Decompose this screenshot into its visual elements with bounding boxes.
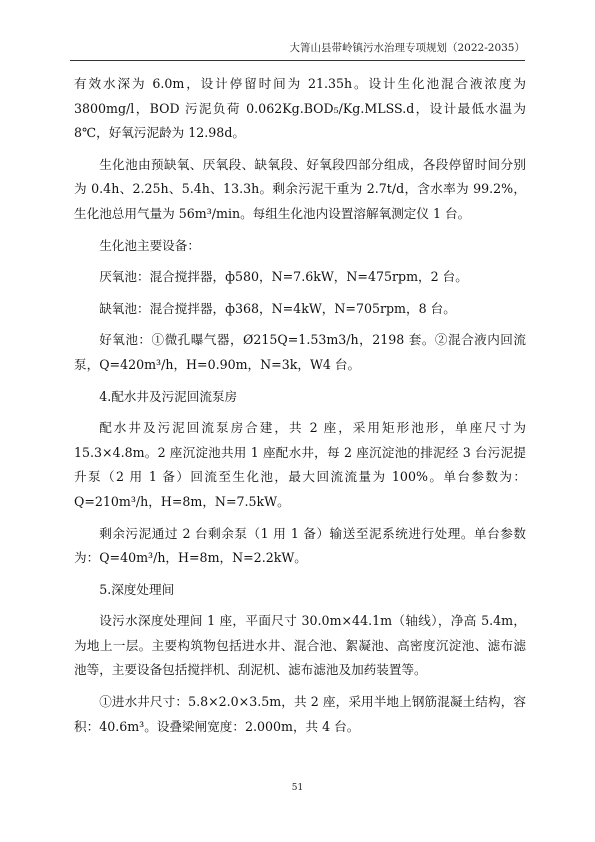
paragraph-anoxic-tank: 缺氧池：混合搅拌器，ф368，N=4kW，N=705rpm，8 台。 xyxy=(99,300,456,316)
paragraph-anaerobic-tank: 厌氧池：混合搅拌器，ф580，N=7.6kW，N=475rpm，2 台。 xyxy=(99,269,468,285)
paragraph-distribution-well: 配水井及污泥回流泵房合建，共 2 座，采用矩形池形，单座尺寸为 15.3×4.8m。2 座沉淀池共用 1 座配水井，每 2 座沉淀池的排泥经 3 台污泥提升泵（2 用 1 备）回流至生化池，最大回流流量为 100%。单台参数为：Q=210m³/h，H=8m，N=7.5kW。 xyxy=(74,420,526,509)
header-divider xyxy=(70,60,525,61)
paragraph-equipment-intro: 生化池主要设备： xyxy=(99,237,200,253)
page-number: 51 xyxy=(291,783,304,793)
document-body xyxy=(74,72,526,746)
section-heading-distribution-well: 4.配水井及污泥回流泵房 xyxy=(99,388,238,404)
running-header: 大箐山县带岭镇污水治理专项规划（2022-2035） xyxy=(289,42,525,54)
paragraph-inlet-well: ①进水井尺寸：5.8×2.0×3.5m，共 2 座，采用半地上钢筋混凝土结构，容积：40.6m³。设叠梁闸宽度：2.000m，共 4 台。 xyxy=(74,694,526,734)
paragraph-advanced-treatment: 设污水深度处理间 1 座，平面尺寸 30.0m×44.1m（轴线），净高 5.4m，为地上一层。主要构筑物包括进水井、混合池、絮凝池、高密度沉淀池、滤布滤池等，主要设备包括搅拌机、刮泥机、滤布滤池及加药装置等。 xyxy=(74,613,526,678)
paragraph-design-parameters: 有效水深为 6.0m，设计停留时间为 21.35h。设计生化池混合液浓度为 3800mg/l，BOD 污泥负荷 0.062Kg.BOD₅/Kg.MLSS.d，设计最低水温为 8℃，好氧污泥龄为 12.98d。 xyxy=(74,76,526,141)
paragraph-biochemical-tank-composition: 生化池由预缺氧、厌氧段、缺氧段、好氧段四部分组成，各段停留时间分别为 0.4h、2.25h、5.4h、13.3h。剩余污泥干重为 2.7t/d，含水率为 99.2%，生化池总用气量为 56m³/min。每组生化池内设置溶解氧测定仪 1 台。 xyxy=(74,156,526,221)
paragraph-excess-sludge: 剩余污泥通过 2 台剩余泵（1 用 1 备）输送至泥系统进行处理。单台参数为：Q=40m³/h，H=8m，N=2.2kW。 xyxy=(74,525,526,566)
paragraph-aerobic-tank: 好氧池：①微孔曝气器，Ø215Q=1.53m3/h，2198 套。②混合液内回流泵，Q=420m³/h，H=0.90m，N=3k，W4 台。 xyxy=(74,332,526,372)
section-heading-advanced-treatment: 5.深度处理间 xyxy=(99,581,175,597)
